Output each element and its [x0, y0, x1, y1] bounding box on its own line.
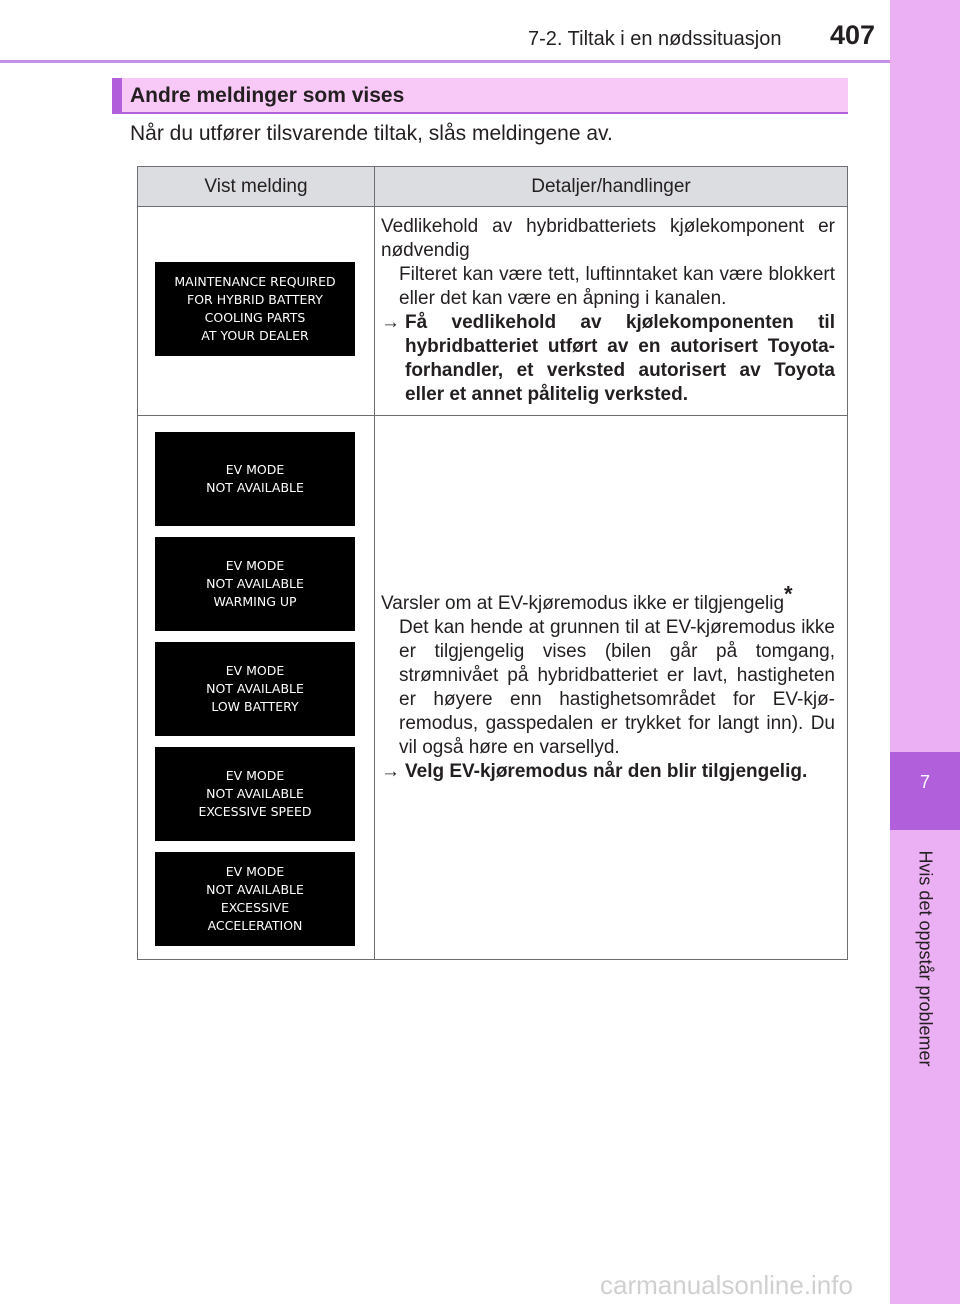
ev-mode-not-available-display: EV MODE NOT AVAILABLE — [155, 432, 355, 526]
chapter-side-tab[interactable] — [890, 0, 960, 1304]
action-text: Få vedlikehold av kjølekomponenten til hybridbatteriet utført av en autorisert Toyota-forhandler, et verksted autorisert av Toyota eller et annet pålitelig verksted. — [405, 312, 835, 405]
watermark: carmanualsonline.info — [600, 1270, 853, 1300]
page-number: 407 — [830, 20, 876, 50]
action-text: Velg EV-kjøremodus når den blir tilgjengelig. — [405, 760, 808, 782]
details-cell — [375, 207, 848, 416]
column-header-displayed-message: Vist melding — [138, 167, 375, 207]
ev-mode-excessive-acceleration-display: EV MODE NOT AVAILABLE EXCESSIVE ACCELERATION — [155, 852, 355, 946]
message-display-cell — [138, 207, 375, 416]
message-display-cell — [138, 416, 375, 960]
header-divider — [0, 60, 890, 63]
chapter-number-box[interactable] — [890, 752, 960, 830]
table-row — [138, 416, 848, 960]
ev-mode-low-battery-display: EV MODE NOT AVAILABLE LOW BATTERY — [155, 642, 355, 736]
arrow-icon: → — [381, 312, 400, 333]
intro-text: Når du utfører tilsvarende tiltak, slås meldingene av. — [130, 122, 613, 145]
heading-accent — [112, 78, 122, 112]
ev-mode-warming-up-display: EV MODE NOT AVAILABLE WARMING UP — [155, 537, 355, 631]
chapter-number: 7 — [919, 772, 930, 792]
column-header-details: Detaljer/handlinger — [375, 167, 848, 207]
footnote-mark: * — [784, 581, 793, 607]
messages-table — [137, 166, 848, 960]
row-action — [381, 311, 835, 407]
row-description: Filteret kan være tett, luftinntaket kan være blokkert eller det kan være en åpning i kanalen. — [399, 264, 835, 309]
row-title: Vedlikehold av hybridbatteriets kjølekomponent er nødvendig — [381, 216, 835, 261]
row-action — [381, 760, 835, 784]
chapter-title: Hvis det oppstår problemer — [915, 850, 936, 1067]
details-cell — [375, 416, 848, 960]
section-heading-bar — [112, 78, 848, 114]
ev-mode-excessive-speed-display: EV MODE NOT AVAILABLE EXCESSIVE SPEED — [155, 747, 355, 841]
section-heading: Andre meldinger som vises — [130, 84, 405, 107]
row-title: Varsler om at EV-kjøremodus ikke er tilgjengelig — [381, 592, 785, 614]
section-reference: 7-2. Tiltak i en nødssituasjon — [528, 28, 782, 50]
row-title-wrap — [381, 581, 835, 616]
table-row — [138, 207, 848, 416]
maintenance-required-display: MAINTENANCE REQUIRED FOR HYBRID BATTERY COOLING PARTS AT YOUR DEALER — [155, 262, 355, 356]
row-description: Det kan hende at grunnen til at EV-kjøremodus ikke er tilgjengelig vises (bilen går på tomgang, strømnivået på hybridbatteriet er lavt, hastigheten er høyere enn hastighetsområdet for EV-kjøremodus, gasspedalen er trykket for langt inn). Du vil også høre en varsellyd. — [399, 616, 835, 758]
display-stack — [138, 416, 374, 946]
table-header-row — [138, 167, 848, 207]
arrow-icon: → — [381, 760, 400, 782]
